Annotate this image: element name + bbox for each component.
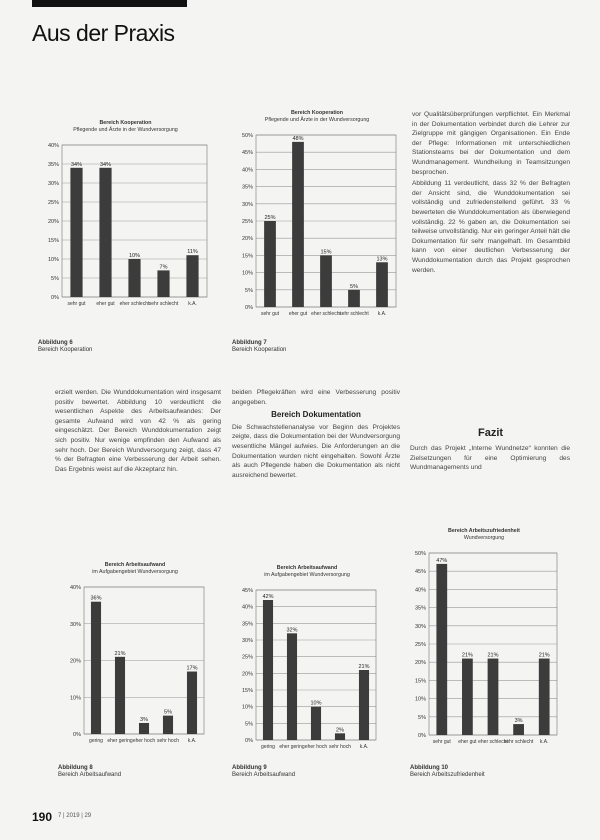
y-tick-label: 0% (73, 732, 81, 739)
data-label: 10% (128, 253, 141, 260)
y-tick-label: 40% (414, 587, 426, 594)
text-column-left (55, 388, 221, 476)
bar-chart-svg (232, 584, 382, 762)
y-tick-label: 20% (414, 660, 426, 667)
y-tick-label: 10% (241, 704, 253, 711)
y-tick-label: 35% (241, 184, 253, 191)
bar (70, 168, 82, 297)
x-tick-label: k.A. (377, 311, 387, 318)
y-tick-label: 10% (47, 257, 59, 264)
y-tick-label: 15% (47, 238, 59, 245)
y-tick-label: 40% (241, 604, 253, 611)
x-tick-label: eher gut (288, 311, 308, 318)
figure-caption: Abbildung 9 Bereich Arbeitsaufwand (232, 765, 296, 778)
x-tick-label: sehr schlecht (503, 739, 534, 746)
y-tick-label: 0% (245, 305, 253, 312)
y-tick-label: 0% (418, 733, 426, 740)
bar (335, 734, 345, 741)
bar (157, 271, 169, 298)
y-tick-label: 45% (241, 588, 253, 595)
data-label: 3% (514, 718, 523, 725)
y-tick-label: 20% (241, 236, 253, 243)
paragraph: vor Qualitätsüberprüfungen verpflichtet. Ein Merkmal in der Dokumentation verbindet durch die Lehrer zur Zielgruppe mit gängigen Organisationen. Ein Ende der Pflege: Informationen mit unterschiedlichen Stationsteams bei der Dokumentation und dem Wundmanagement. Wundheilung in Teamsitzungen besprochen. (412, 111, 570, 176)
y-tick-label: 30% (241, 638, 253, 645)
bar (348, 290, 360, 307)
figure-caption: Abbildung 7 Bereich Kooperation (232, 340, 287, 353)
bar-chart-svg (232, 129, 402, 329)
y-tick-label: 15% (241, 688, 253, 695)
data-label: 36% (90, 595, 102, 602)
bar (376, 262, 388, 307)
paragraph: Die Schwachstellenanalyse vor Beginn des Projektes zeigte, dass die Dokumentation bei der Wundversorgung wesentliche Mängel aufwies. Die Anforderungen an die Dokumentation wurden nicht eingehalten. Sowohl Ärzte als auch Pflegende haben die Dokumentation als nicht ausreichend bewertet. (232, 423, 400, 479)
fazit-heading: Fazit (478, 427, 504, 439)
bar (436, 564, 447, 735)
y-tick-label: 0% (51, 295, 59, 302)
bar (263, 600, 273, 740)
data-label: 34% (70, 161, 83, 168)
x-tick-label: eher gering (107, 738, 133, 745)
chart-title: Bereich Kooperation Pflegende und Ärzte in der Wundversorgung (264, 110, 370, 123)
chart-arbeitszufriedenheit (405, 528, 563, 757)
bar (539, 659, 550, 735)
y-tick-label: 10% (414, 696, 426, 703)
y-tick-label: 45% (241, 150, 253, 157)
chart-arbeitsaufwand-1 (60, 562, 210, 756)
y-tick-label: 5% (51, 276, 59, 283)
text-column-right-bottom (410, 444, 570, 475)
x-tick-label: eher schlecht (119, 301, 150, 308)
y-tick-label: 5% (245, 287, 253, 294)
data-label: 5% (164, 709, 172, 716)
y-tick-label: 10% (241, 270, 253, 277)
x-tick-label: sehr gut (260, 311, 280, 318)
chart-title: Bereich Arbeitsaufwand im Aufgabengebiet Wundversorgung (92, 562, 178, 575)
bar-chart-svg (60, 581, 210, 756)
bar (115, 657, 125, 734)
section-heading: Bereich Dokumentation (271, 410, 361, 420)
paragraph: Durch das Projekt „Interne Wundnetze“ konnten die Zielsetzungen für eine Optimierung des Wundmanagements und (410, 445, 570, 472)
x-tick-label: eher gering (279, 744, 305, 751)
chart-kooperation-1 (38, 120, 213, 319)
data-label: 7% (159, 264, 168, 271)
data-label: 3% (140, 717, 148, 724)
bar-chart-svg (405, 547, 563, 757)
bar (187, 672, 197, 734)
x-tick-label: eher gut (96, 301, 115, 308)
x-tick-label: eher hoch (132, 738, 156, 745)
data-label: 21% (358, 664, 370, 671)
y-tick-label: 50% (241, 133, 253, 140)
x-tick-label: eher schlecht (478, 739, 508, 746)
y-tick-label: 5% (418, 714, 426, 721)
data-label: 10% (310, 700, 322, 707)
bar (99, 168, 111, 297)
page-number: 190 (32, 810, 53, 824)
y-tick-label: 20% (241, 671, 253, 678)
chart-kooperation-2 (232, 110, 402, 329)
y-tick-label: 25% (241, 219, 253, 226)
data-label: 48% (292, 136, 304, 143)
bar (488, 659, 499, 735)
y-tick-label: 40% (69, 585, 81, 592)
y-tick-label: 20% (47, 219, 59, 226)
bar-chart-svg (38, 139, 213, 319)
bar (320, 256, 332, 308)
x-tick-label: sehr schlecht (339, 311, 369, 318)
x-tick-label: sehr hoch (329, 744, 351, 751)
data-label: 15% (320, 249, 332, 256)
text-column-right-top (412, 110, 570, 277)
y-tick-label: 15% (241, 253, 253, 260)
data-label: 34% (99, 161, 112, 168)
chart-arbeitsaufwand-2 (232, 565, 382, 762)
x-tick-label: eher hoch (304, 744, 328, 751)
x-tick-label: k.A. (188, 301, 197, 308)
data-label: 21% (461, 652, 473, 659)
paragraph: beiden Pflegekräften wird eine Verbesserung positiv angegeben. (232, 389, 400, 406)
y-tick-label: 50% (414, 551, 426, 558)
bar (163, 716, 173, 734)
data-label: 32% (286, 627, 298, 634)
y-tick-label: 30% (47, 181, 59, 188)
y-tick-label: 40% (241, 167, 253, 174)
text-column-middle (232, 388, 400, 482)
bar (91, 602, 101, 734)
data-label: 47% (436, 558, 448, 565)
bar (292, 142, 304, 307)
y-tick-label: 35% (241, 621, 253, 628)
y-tick-label: 40% (47, 143, 59, 150)
figure-caption: Abbildung 8 Bereich Arbeitsaufwand (58, 765, 122, 778)
y-tick-label: 25% (47, 200, 59, 207)
data-label: 25% (264, 215, 276, 222)
chart-title: Bereich Arbeitszufriedenheit Wundversorgung (448, 528, 520, 541)
paragraph: Abbildung 11 verdeutlicht, dass 32 % der Befragten der Ansicht sind, die Wunddokumentation sei vollständig und zufriedenstellend geführt. 33 % bewerteten die Wunddokumentation als überwiegend vollständig. 22 % gaben an, die Dokumentation sei teilweise unvollständig. Nur ein geringer Anteil hält die Dokumentation für sehr mangelhaft. Im Gesamtbild kann von einer deutlichen Verbesserung der Wunddokumentation durch das Projekt gesprochen werden. (412, 180, 570, 274)
data-label: 21% (487, 652, 499, 659)
x-tick-label: eher schlecht (311, 311, 341, 318)
bar (128, 259, 140, 297)
y-tick-label: 15% (414, 678, 426, 685)
paragraph: erzielt werden. Die Wunddokumentation wird insgesamt positiv bewertet. Abbildung 10 verdeutlicht die wesentlichen Aspekte des Arbeitsaufwandes: Der gesamte Aufwand wird von 42 % als gering eingeschätzt. Der Bereich Wunddokumentation zeigt sich positiv. Nur wenige empfinden den Aufwand als sehr hoch. Der Bereich Wundversorgung zeigt, dass 47 % der Befragten eine Verbesserung der Arbeit sehen. Das Ergebnis weist auf die Akzeptanz hin. (55, 389, 221, 473)
figure-caption: Abbildung 6 Bereich Kooperation (38, 340, 93, 353)
x-tick-label: gering (261, 744, 275, 751)
x-tick-label: sehr schlecht (148, 301, 179, 308)
data-label: 21% (114, 651, 126, 658)
chart-title: Bereich Arbeitsaufwand im Aufgabengebiet Wundversorgung (264, 565, 350, 578)
bar (287, 634, 297, 741)
y-tick-label: 25% (414, 642, 426, 649)
data-label: 11% (187, 249, 198, 256)
bar (139, 723, 149, 734)
y-tick-label: 35% (47, 162, 59, 169)
bar (311, 707, 321, 740)
x-tick-label: k.A. (187, 738, 197, 745)
bar (264, 221, 276, 307)
x-tick-label: sehr gut (432, 739, 451, 746)
header-bar (32, 0, 187, 7)
data-label: 42% (262, 594, 274, 601)
issue-label: 7 | 2019 | 29 (58, 813, 92, 819)
y-tick-label: 30% (414, 623, 426, 630)
bar (359, 670, 369, 740)
x-tick-label: k.A. (359, 744, 369, 751)
bar (462, 659, 473, 735)
y-tick-label: 5% (245, 721, 253, 728)
x-tick-label: sehr gut (67, 301, 86, 308)
x-tick-label: sehr hoch (157, 738, 179, 745)
y-tick-label: 30% (69, 621, 81, 628)
y-tick-label: 25% (241, 654, 253, 661)
page-title: Aus der Praxis (32, 20, 175, 46)
y-tick-label: 30% (241, 201, 253, 208)
y-tick-label: 10% (69, 695, 81, 702)
y-tick-label: 20% (69, 658, 81, 665)
bar (186, 255, 198, 297)
bar (513, 724, 524, 735)
x-tick-label: gering (89, 738, 103, 745)
y-tick-label: 0% (245, 738, 253, 745)
data-label: 5% (350, 283, 358, 290)
data-label: 17% (186, 665, 198, 672)
y-tick-label: 35% (414, 605, 426, 612)
data-label: 21% (538, 652, 550, 659)
data-label: 2% (336, 727, 344, 734)
x-tick-label: eher gut (458, 739, 477, 746)
x-tick-label: k.A. (539, 739, 549, 746)
y-tick-label: 45% (414, 569, 426, 576)
figure-caption: Abbildung 10 Bereich Arbeitszufriedenheit (410, 765, 485, 778)
data-label: 13% (376, 256, 388, 263)
chart-title: Bereich Kooperation Pflegende und Ärzte in der Wundversorgung (73, 120, 178, 133)
